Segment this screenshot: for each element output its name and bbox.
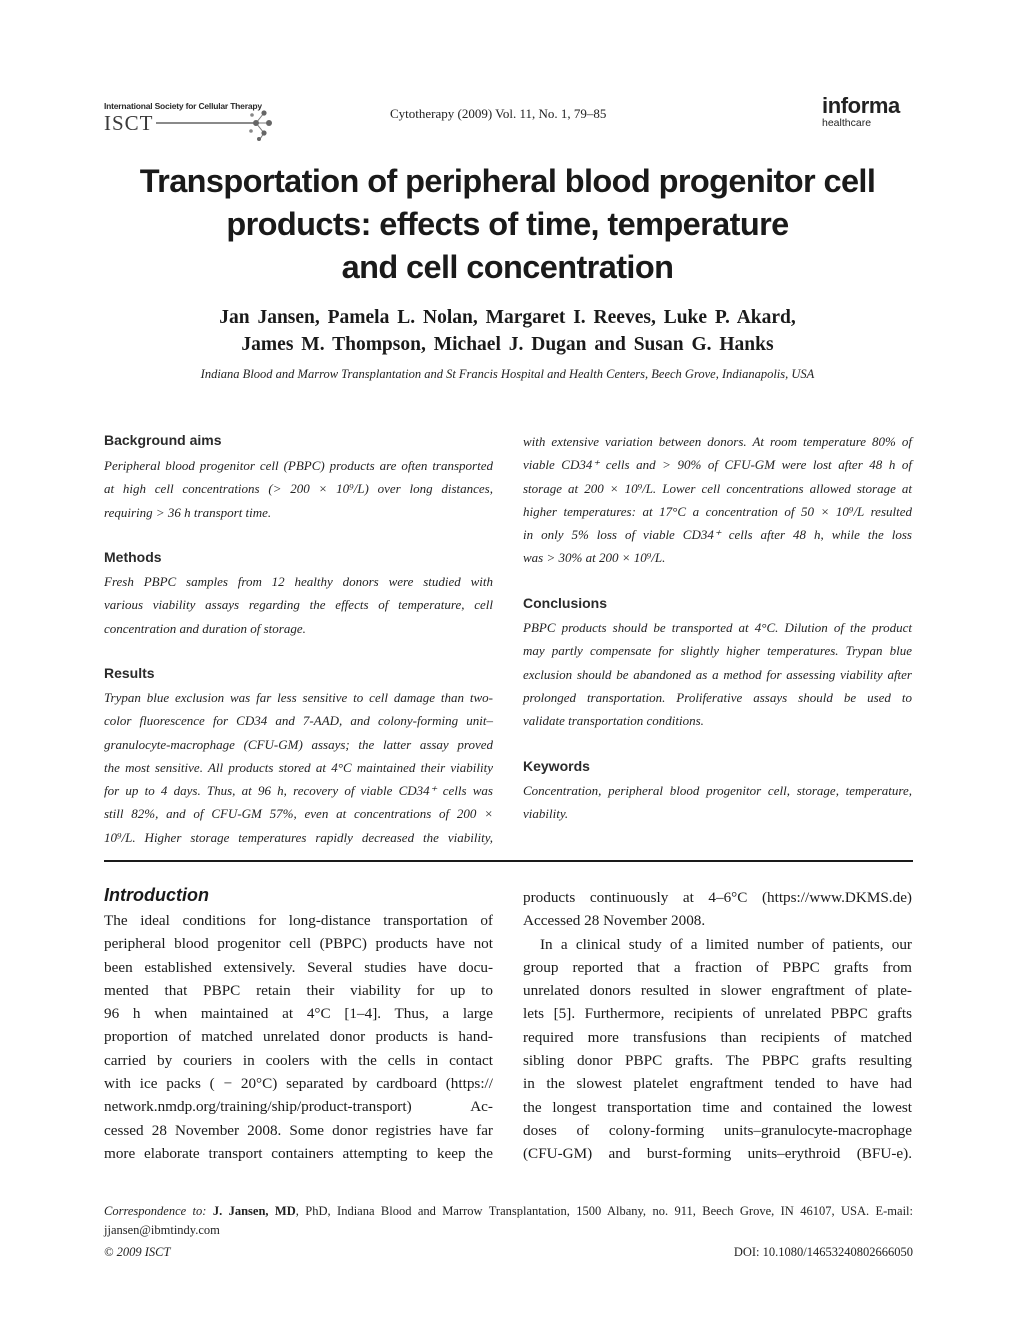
title-line: Transportation of peripheral blood progenitor cell xyxy=(139,163,876,199)
correspondence-email[interactable]: jjansen@ibmtindy.com xyxy=(104,1223,220,1237)
methods-heading: Methods xyxy=(104,549,162,565)
abstract-line: viability. xyxy=(523,806,569,822)
abstract-line: storage at 200 × 10⁹/L. Lower cell concentrations allowed storage at xyxy=(523,480,912,496)
introduction-heading: Introduction xyxy=(104,885,209,905)
abstract-line: was > 30% at 200 × 10⁹/L. xyxy=(523,550,666,566)
body-line: peripheral blood progenitor cell (PBPC) products have not xyxy=(104,935,493,953)
publisher-name: informa xyxy=(822,93,900,118)
conclusions-heading: Conclusions xyxy=(523,595,608,611)
network-logo-icon xyxy=(156,109,274,141)
abstract-line: the most sensitive. All products stored at 4°C maintained their viability xyxy=(104,759,493,775)
correspondence-name: J. Jansen, MD xyxy=(212,1204,296,1218)
results-heading: Results xyxy=(104,665,155,681)
abstract-line: concentration and duration of storage. xyxy=(104,620,306,636)
correspondence-line xyxy=(104,1202,913,1221)
body-line: in the slowest platelet engraftment tended to have had xyxy=(523,1075,912,1093)
abstract-line: various viability assays regarding the effects of temperature, cell xyxy=(104,597,493,613)
abstract-line: viable CD34⁺ cells and > 90% of CFU-GM were lost after 48 h of xyxy=(523,457,912,473)
abstract-line: in only 5% loss of viable CD34⁺ cells after 48 h, while the loss xyxy=(523,527,912,543)
affiliation: Indiana Blood and Marrow Transplantation and St Francis Hospital and Health Centers, Beech Grove, Indianapolis, USA xyxy=(200,367,815,381)
abstract-line: Concentration, peripheral blood progenitor cell, storage, temperature, xyxy=(523,783,912,798)
body-line: carried by couriers in coolers with the cells in contact xyxy=(104,1051,493,1069)
abstract-line: for up to 4 days. Thus, at 96 h, recovery of viable CD34⁺ cells was xyxy=(104,783,493,799)
abstract-line: Fresh PBPC samples from 12 healthy donors were studied with xyxy=(104,574,493,589)
body-line: with ice packs ( − 20°C) separated by cardboard (https:// xyxy=(104,1075,493,1093)
abstract-line: still 82%, and of CFU-GM 57%, even at concentrations of 200 × xyxy=(104,806,493,822)
introduction-left-column xyxy=(104,909,493,1165)
copyright: © 2009 ISCT xyxy=(104,1245,171,1259)
body-line: 96 h when maintained at 4°C [1–4]. Thus, a large xyxy=(104,1005,493,1023)
publisher-logo xyxy=(822,94,917,129)
publisher-subname: healthcare xyxy=(822,117,872,129)
author-line: James M. Thompson, Michael J. Dugan and Susan G. Hanks xyxy=(241,334,774,355)
correspondence-address: , PhD, Indiana Blood and Marrow Transplantation, 1500 Albany, no. 911, Beech Grove, IN 46107, USA. E-mail: xyxy=(295,1204,913,1218)
title-line: and cell concentration xyxy=(341,249,674,285)
abstract-line: Trypan blue exclusion was far less sensitive to cell damage than two- xyxy=(104,690,493,705)
introduction-right-column xyxy=(523,886,912,1166)
body-line: products continuously at 4–6°C (https://www.DKMS.de) xyxy=(523,889,912,906)
abstract-line: 10⁹/L. Higher storage temperatures rapidly decreased the viability, xyxy=(104,829,493,845)
background-text xyxy=(104,454,493,524)
body-line: cessed 28 November 2008. Some donor registries have far xyxy=(104,1121,493,1139)
doi[interactable]: DOI: 10.1080/14653240802666050 xyxy=(733,1245,913,1259)
abstract-line: prolonged transportation. Proliferative assays should be used to xyxy=(523,689,912,705)
society-name: International Society for Cellular Therapy xyxy=(104,101,262,111)
body-line: In a clinical study of a limited number of patients, our xyxy=(540,935,912,953)
body-line: mented that PBPC retain their viability for up to xyxy=(104,981,493,999)
background-heading: Background aims xyxy=(104,432,222,448)
methods-text xyxy=(104,570,493,640)
article-title xyxy=(100,160,915,289)
society-abbrev: ISCT xyxy=(104,111,154,135)
body-line: network.nmdp.org/training/ship/product-transport) Ac- xyxy=(104,1098,493,1116)
abstract-line: at high cell concentrations (> 200 × 10⁹/L) over long distances, xyxy=(104,481,493,497)
body-line: (CFU-GM) and burst-forming units–erythroid (BFU-e). xyxy=(523,1145,912,1163)
body-line: unrelated donors resulted in slower engraftment of plate- xyxy=(523,982,912,1000)
body-line: sibling donor PBPC grafts. The PBPC grafts resulting xyxy=(523,1052,912,1070)
body-line: The ideal conditions for long-distance transportation of xyxy=(104,912,493,929)
author-line: Jan Jansen, Pamela L. Nolan, Margaret I. Reeves, Luke P. Akard, xyxy=(219,307,796,328)
abstract-line: may partly compensate for slightly higher temperatures. Trypan blue xyxy=(523,643,912,659)
results-text-continued xyxy=(523,430,912,570)
body-line: Accessed 28 November 2008. xyxy=(523,912,706,930)
isct-logo xyxy=(104,101,274,141)
keywords-text xyxy=(523,779,912,826)
abstract-line: Peripheral blood progenitor cell (PBPC) products are often transported xyxy=(104,458,493,473)
abstract-line: granulocyte-macrophage (CFU-GM) assays; the latter assay proved xyxy=(104,736,493,752)
abstract-line: higher temperatures: at 17°C a concentration of 50 × 10⁹/L resulted xyxy=(523,503,912,519)
journal-citation: Cytotherapy (2009) Vol. 11, No. 1, 79–85 xyxy=(390,106,607,121)
abstract-line: color fluorescence for CD34 and 7-AAD, and colony-forming unit– xyxy=(104,713,493,729)
body-line: the longest transportation time and contained the lowest xyxy=(523,1098,912,1116)
body-line: been established extensively. Several studies have docu- xyxy=(104,958,493,976)
body-line: doses of colony-forming units–granulocyte-macrophage xyxy=(523,1121,912,1139)
abstract-line: requiring > 36 h transport time. xyxy=(104,504,272,520)
title-line: products: effects of time, temperature xyxy=(226,206,789,242)
abstract-line: PBPC products should be transported at 4°C. Dilution of the product xyxy=(523,620,912,635)
body-line: proportion of matched unrelated donor products is hand- xyxy=(104,1028,493,1046)
correspondence xyxy=(104,1202,913,1240)
body-line: required more transfusions than recipients of matched xyxy=(523,1028,912,1046)
body-line: group reported that a fraction of PBPC grafts from xyxy=(523,958,912,976)
abstract-line: exclusion should be abandoned as a method for assessing viability after xyxy=(523,666,912,682)
correspondence-label: Correspondence to: xyxy=(104,1204,207,1218)
abstract-line: validate transportation conditions. xyxy=(523,713,704,729)
body-line: lets [5]. Furthermore, recipients of unrelated PBPC grafts xyxy=(523,1005,912,1023)
section-divider xyxy=(104,860,913,862)
keywords-heading: Keywords xyxy=(523,758,590,774)
author-list xyxy=(100,304,915,358)
conclusions-text xyxy=(523,616,912,732)
results-text xyxy=(104,686,493,849)
body-line: more elaborate transport containers attempting to keep the xyxy=(104,1144,493,1162)
abstract-line: with extensive variation between donors. At room temperature 80% of xyxy=(523,434,912,449)
